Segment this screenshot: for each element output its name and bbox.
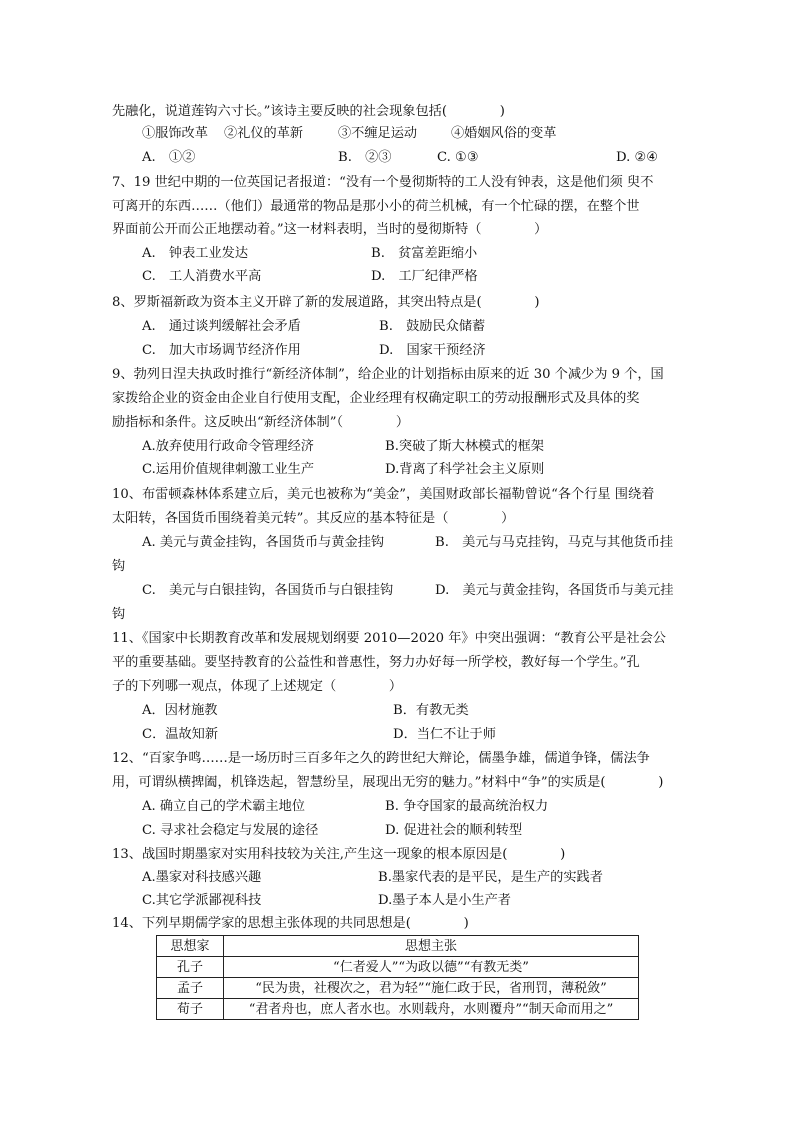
q6-option-c: C. ①③ [437, 150, 479, 165]
q12-option-d: D. 促进社会的顺利转型 [385, 823, 523, 838]
q11-option-c: C．温故知新 [142, 727, 219, 742]
q11-option-a: A．因材施教 [142, 703, 218, 718]
table-header-row [157, 936, 639, 957]
q13-option-d: D.墨子本人是小生产者 [378, 893, 511, 908]
q9-option-a: A.放弃使用行政命令管理经济 [142, 439, 314, 454]
q13-stem: 13、战国时期墨家对实用科技较为关注,产生这一现象的根本原因是( ) [112, 847, 566, 862]
q6-option-a: A. ①② [142, 150, 196, 165]
q12-stem-line-1: 12、“百家争鸣……是一场历时三百多年之久的跨世纪大辩论，儒墨争雄，儒道争锋，儒法争 [112, 751, 650, 766]
q9-option-c: C.运用价值规律刺激工业生产 [142, 462, 315, 477]
q6-option-b: B. ②③ [338, 150, 392, 165]
q6-item-3: ③不缠足运动 [338, 126, 418, 141]
q10-option-d: D. 美元与黄金挂钩，各国货币与美元挂 [435, 583, 674, 598]
q8-option-a: A. 通过谈判缓解社会矛盾 [142, 319, 301, 334]
q14-stem: 14、下列早期儒学家的思想主张体现的共同思想是( ) [112, 916, 469, 931]
table-cell-thinker: 孟子 [157, 978, 224, 999]
q13-option-a: A.墨家对科技感兴趣 [142, 870, 262, 885]
q13-option-c: C.其它学派鄙视科技 [142, 893, 262, 908]
q10-stem-line-2: 太阳转，各国货币围绕着美元转”。其反应的基本特征是（ ） [112, 511, 515, 526]
q9-stem-line-3: 励指标和条件。这反映出“新经济体制”（ ） [112, 415, 410, 430]
q9-option-d: D.背离了科学社会主义原则 [385, 462, 545, 477]
table-cell-views: “民为贵，社稷次之，君为轻”“施仁政于民，省刑罚，薄税敛” [224, 978, 639, 999]
table-row [157, 978, 639, 999]
table-cell-thinker: 孔子 [157, 957, 224, 978]
q6-stem: 先融化，说道莲钩六寸长。”该诗主要反映的社会现象包括( ) [112, 104, 505, 119]
q10-option-b-wrap: 钩 [112, 559, 126, 574]
q8-option-c: C. 加大市场调节经济作用 [142, 343, 301, 358]
table-cell-thinker: 荀子 [157, 999, 224, 1020]
q7-stem-line-2: 可离开的东西……（他们）最通常的物品是那小小的荷兰机械，有一个忙碌的摆，在整个世 [112, 199, 640, 214]
q12-option-a: A. 确立自己的学术霸主地位 [142, 799, 305, 814]
q12-option-c: C. 寻求社会稳定与发展的途径 [142, 823, 319, 838]
q7-option-b: B. 贫富差距缩小 [371, 246, 478, 261]
q10-option-a: A. 美元与黄金挂钩，各国货币与黄金挂钩 [142, 535, 385, 550]
q7-option-a: A. 钟表工业发达 [142, 246, 249, 261]
q9-option-b: B.突破了斯大林模式的框架 [385, 439, 544, 454]
q7-option-c: C. 工人消费水平高 [142, 269, 262, 284]
q6-item-4: ④婚姻风俗的变革 [451, 126, 557, 141]
q10-option-c: C. 美元与白银挂钩，各国货币与白银挂钩 [142, 583, 394, 598]
q10-option-b: B. 美元与马克挂钩，马克与其他货币挂 [435, 535, 674, 550]
q10-option-d-wrap: 钩 [112, 607, 126, 622]
q7-stem-line-3: 界面前公开而公正地摆动着。”这一材料表明，当时的曼彻斯特（ ） [112, 222, 548, 237]
table-cell-views: “君者舟也，庶人者水也。水则载舟，水则覆舟”“制天命而用之” [224, 999, 639, 1020]
table-cell-views: “仁者爱人”“为政以德”“有教无类” [224, 957, 639, 978]
q11-stem-line-1: 11、《国家中长期教育改革和发展规划纲要 2010—2020 年》中突出强调：“教育公平是社会公 [112, 631, 666, 646]
q6-option-d: D. ②④ [616, 150, 659, 165]
q12-stem-line-2: 用，可谓纵横捭阖，机锋迭起，智慧纷呈，展现出无穷的魅力。”材料中“争”的实质是( ) [112, 775, 664, 790]
q8-option-b: B. 鼓励民众储蓄 [379, 319, 486, 334]
q6-item-1: ①服饰改革 [142, 126, 208, 141]
q11-stem-line-3: 子的下列哪一观点，体现了上述规定（ ） [112, 679, 403, 694]
q7-option-d: D. 工厂纪律严格 [371, 269, 478, 284]
q8-stem: 8、罗斯福新政为资本主义开辟了新的发展道路，其突出特点是( ) [112, 295, 540, 310]
q7-stem-line-1: 7、19 世纪中期的一位英国记者报道：“没有一个曼彻斯特的工人没有钟表，这是他们须 臾不 [112, 175, 654, 190]
q12-option-b: B. 争夺国家的最高统治权力 [385, 799, 549, 814]
q9-stem-line-1: 9、勃列日涅夫执政时推行“新经济体制”，给企业的计划指标由原来的近 30 个减少为 9 个，国 [112, 367, 664, 382]
thinkers-table [156, 935, 639, 1020]
table-header-thinker: 思想家 [157, 936, 224, 957]
table-row [157, 999, 639, 1020]
table-header-views: 思想主张 [224, 936, 639, 957]
q11-stem-line-2: 平的重要基础。要坚持教育的公益性和普惠性，努力办好每一所学校，教好每一个学生。”孔 [112, 655, 640, 670]
q11-option-b: B．有教无类 [393, 703, 469, 718]
q8-option-d: D. 国家干预经济 [379, 343, 486, 358]
q10-stem-line-1: 10、布雷顿森林体系建立后，美元也被称为“美金”，美国财政部长福勒曾说“各个行星 围绕着 [112, 487, 655, 502]
q11-option-d: D．当仁不让于师 [393, 727, 496, 742]
q13-option-b: B.墨家代表的是平民，是生产的实践者 [378, 870, 603, 885]
q6-item-2: ②礼仪的革新 [224, 126, 304, 141]
q9-stem-line-2: 家拨给企业的资金由企业自行使用支配，企业经理有权确定职工的劳动报酬形式及具体的奖 [112, 391, 640, 406]
table-row [157, 957, 639, 978]
